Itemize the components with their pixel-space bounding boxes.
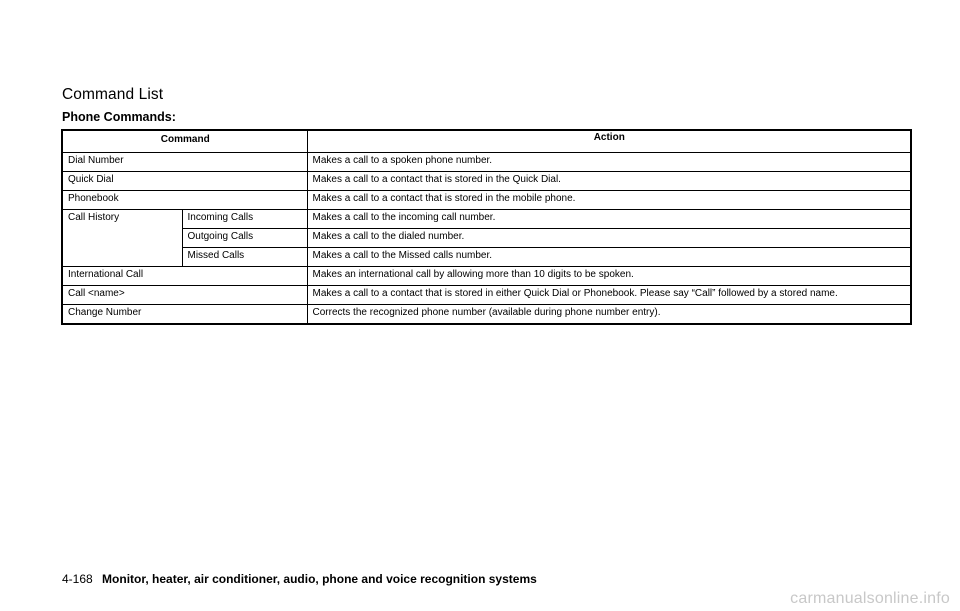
action-cell: Makes a call to the dialed number. (307, 229, 911, 248)
action-cell: Makes a call to the incoming call number. (307, 210, 911, 229)
table-row (62, 153, 911, 172)
page-footer (62, 572, 537, 586)
table-row (62, 305, 911, 325)
action-cell: Corrects the recognized phone number (available during phone number entry). (307, 305, 911, 325)
watermark: carmanualsonline.info (790, 590, 950, 607)
chapter-title: Monitor, heater, air conditioner, audio, phone and voice recognition systems (102, 572, 537, 586)
page-number: 4-168 (62, 572, 93, 586)
action-cell: Makes a call to a contact that is stored in the Quick Dial. (307, 172, 911, 191)
table-row (62, 248, 911, 267)
action-cell: Makes an international call by allowing more than 10 digits to be spoken. (307, 267, 911, 286)
command-cell: International Call (62, 267, 307, 286)
command-cell: Quick Dial (62, 172, 307, 191)
command-cell: Call <name> (62, 286, 307, 305)
action-cell: Makes a call to a spoken phone number. (307, 153, 911, 172)
command-cell: Call History (62, 210, 182, 267)
command-cell: Dial Number (62, 153, 307, 172)
action-cell: Makes a call to a contact that is stored in either Quick Dial or Phonebook. Please say “Call” followed by a stored name. (307, 286, 911, 305)
header-command: Command (62, 130, 307, 153)
table-row (62, 172, 911, 191)
header-action: Action (307, 130, 911, 153)
table-header-row (62, 130, 911, 153)
table-row (62, 229, 911, 248)
table-row (62, 191, 911, 210)
sub-command-cell: Missed Calls (182, 248, 307, 267)
section-title: Command List (62, 86, 164, 103)
phone-commands-table (61, 129, 912, 325)
sub-command-cell: Outgoing Calls (182, 229, 307, 248)
table-row (62, 210, 911, 229)
command-cell: Phonebook (62, 191, 307, 210)
sub-command-cell: Incoming Calls (182, 210, 307, 229)
command-cell: Change Number (62, 305, 307, 325)
action-cell: Makes a call to a contact that is stored in the mobile phone. (307, 191, 911, 210)
action-cell: Makes a call to the Missed calls number. (307, 248, 911, 267)
table-row (62, 267, 911, 286)
sub-title: Phone Commands: (62, 110, 176, 124)
table-row (62, 286, 911, 305)
